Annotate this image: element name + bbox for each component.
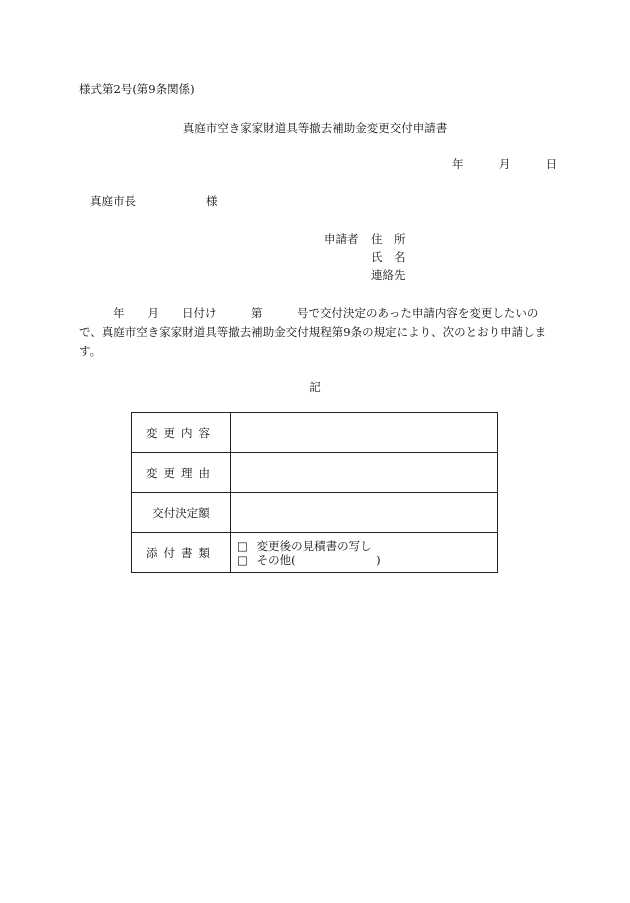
change-reason-value[interactable] [231, 453, 498, 493]
body-first-line: 年 月 日付け 第 号で交付決定のあった申請内容を変更したいの [113, 306, 539, 320]
table-row-change-content [132, 413, 498, 453]
grant-amount-value[interactable] [231, 493, 498, 533]
addressee [90, 193, 218, 209]
ki-heading: 記 [309, 380, 321, 394]
date-day: 日 [545, 157, 558, 171]
date-month: 月 [498, 157, 511, 171]
attachments-label: 添付書類 [132, 533, 231, 573]
addressee-mayor: 真庭市長 [90, 194, 136, 208]
checkbox-icon[interactable]: □ [237, 538, 248, 553]
applicant-contact-label: 連絡先 [371, 268, 406, 282]
body-paragraph [79, 304, 549, 361]
attachments-list [231, 533, 498, 573]
table-row-grant-amount [132, 493, 498, 533]
checkbox-icon[interactable]: □ [237, 552, 248, 567]
attachment-item [237, 553, 497, 567]
applicant-label: 申請者 [324, 232, 359, 246]
date-line [452, 156, 557, 172]
attachment-item [237, 539, 497, 553]
change-content-label: 変更内容 [132, 413, 231, 453]
attachment-text: 変更後の見積書の写し [256, 538, 372, 553]
change-table [131, 412, 498, 573]
addressee-honorific: 様 [206, 194, 218, 208]
applicant-address-label: 住 所 [371, 232, 406, 246]
form-number: 様式第2号(第9条関係) [79, 82, 195, 96]
table-row-attachments [132, 533, 498, 573]
table-row-change-reason [132, 453, 498, 493]
applicant-name-label: 氏 名 [371, 250, 406, 264]
attachment-text: その他( ) [256, 552, 381, 567]
change-reason-label: 変更理由 [132, 453, 231, 493]
body-rest: で、真庭市空き家家財道具等撤去補助金交付規程第9条の規定により、次のとおり申請します。 [79, 325, 547, 358]
date-year: 年 [452, 157, 464, 171]
change-content-value[interactable] [231, 413, 498, 453]
document-title: 真庭市空き家家財道具等撤去補助金変更交付申請書 [182, 121, 448, 135]
grant-amount-label: 交付決定額 [132, 493, 231, 533]
